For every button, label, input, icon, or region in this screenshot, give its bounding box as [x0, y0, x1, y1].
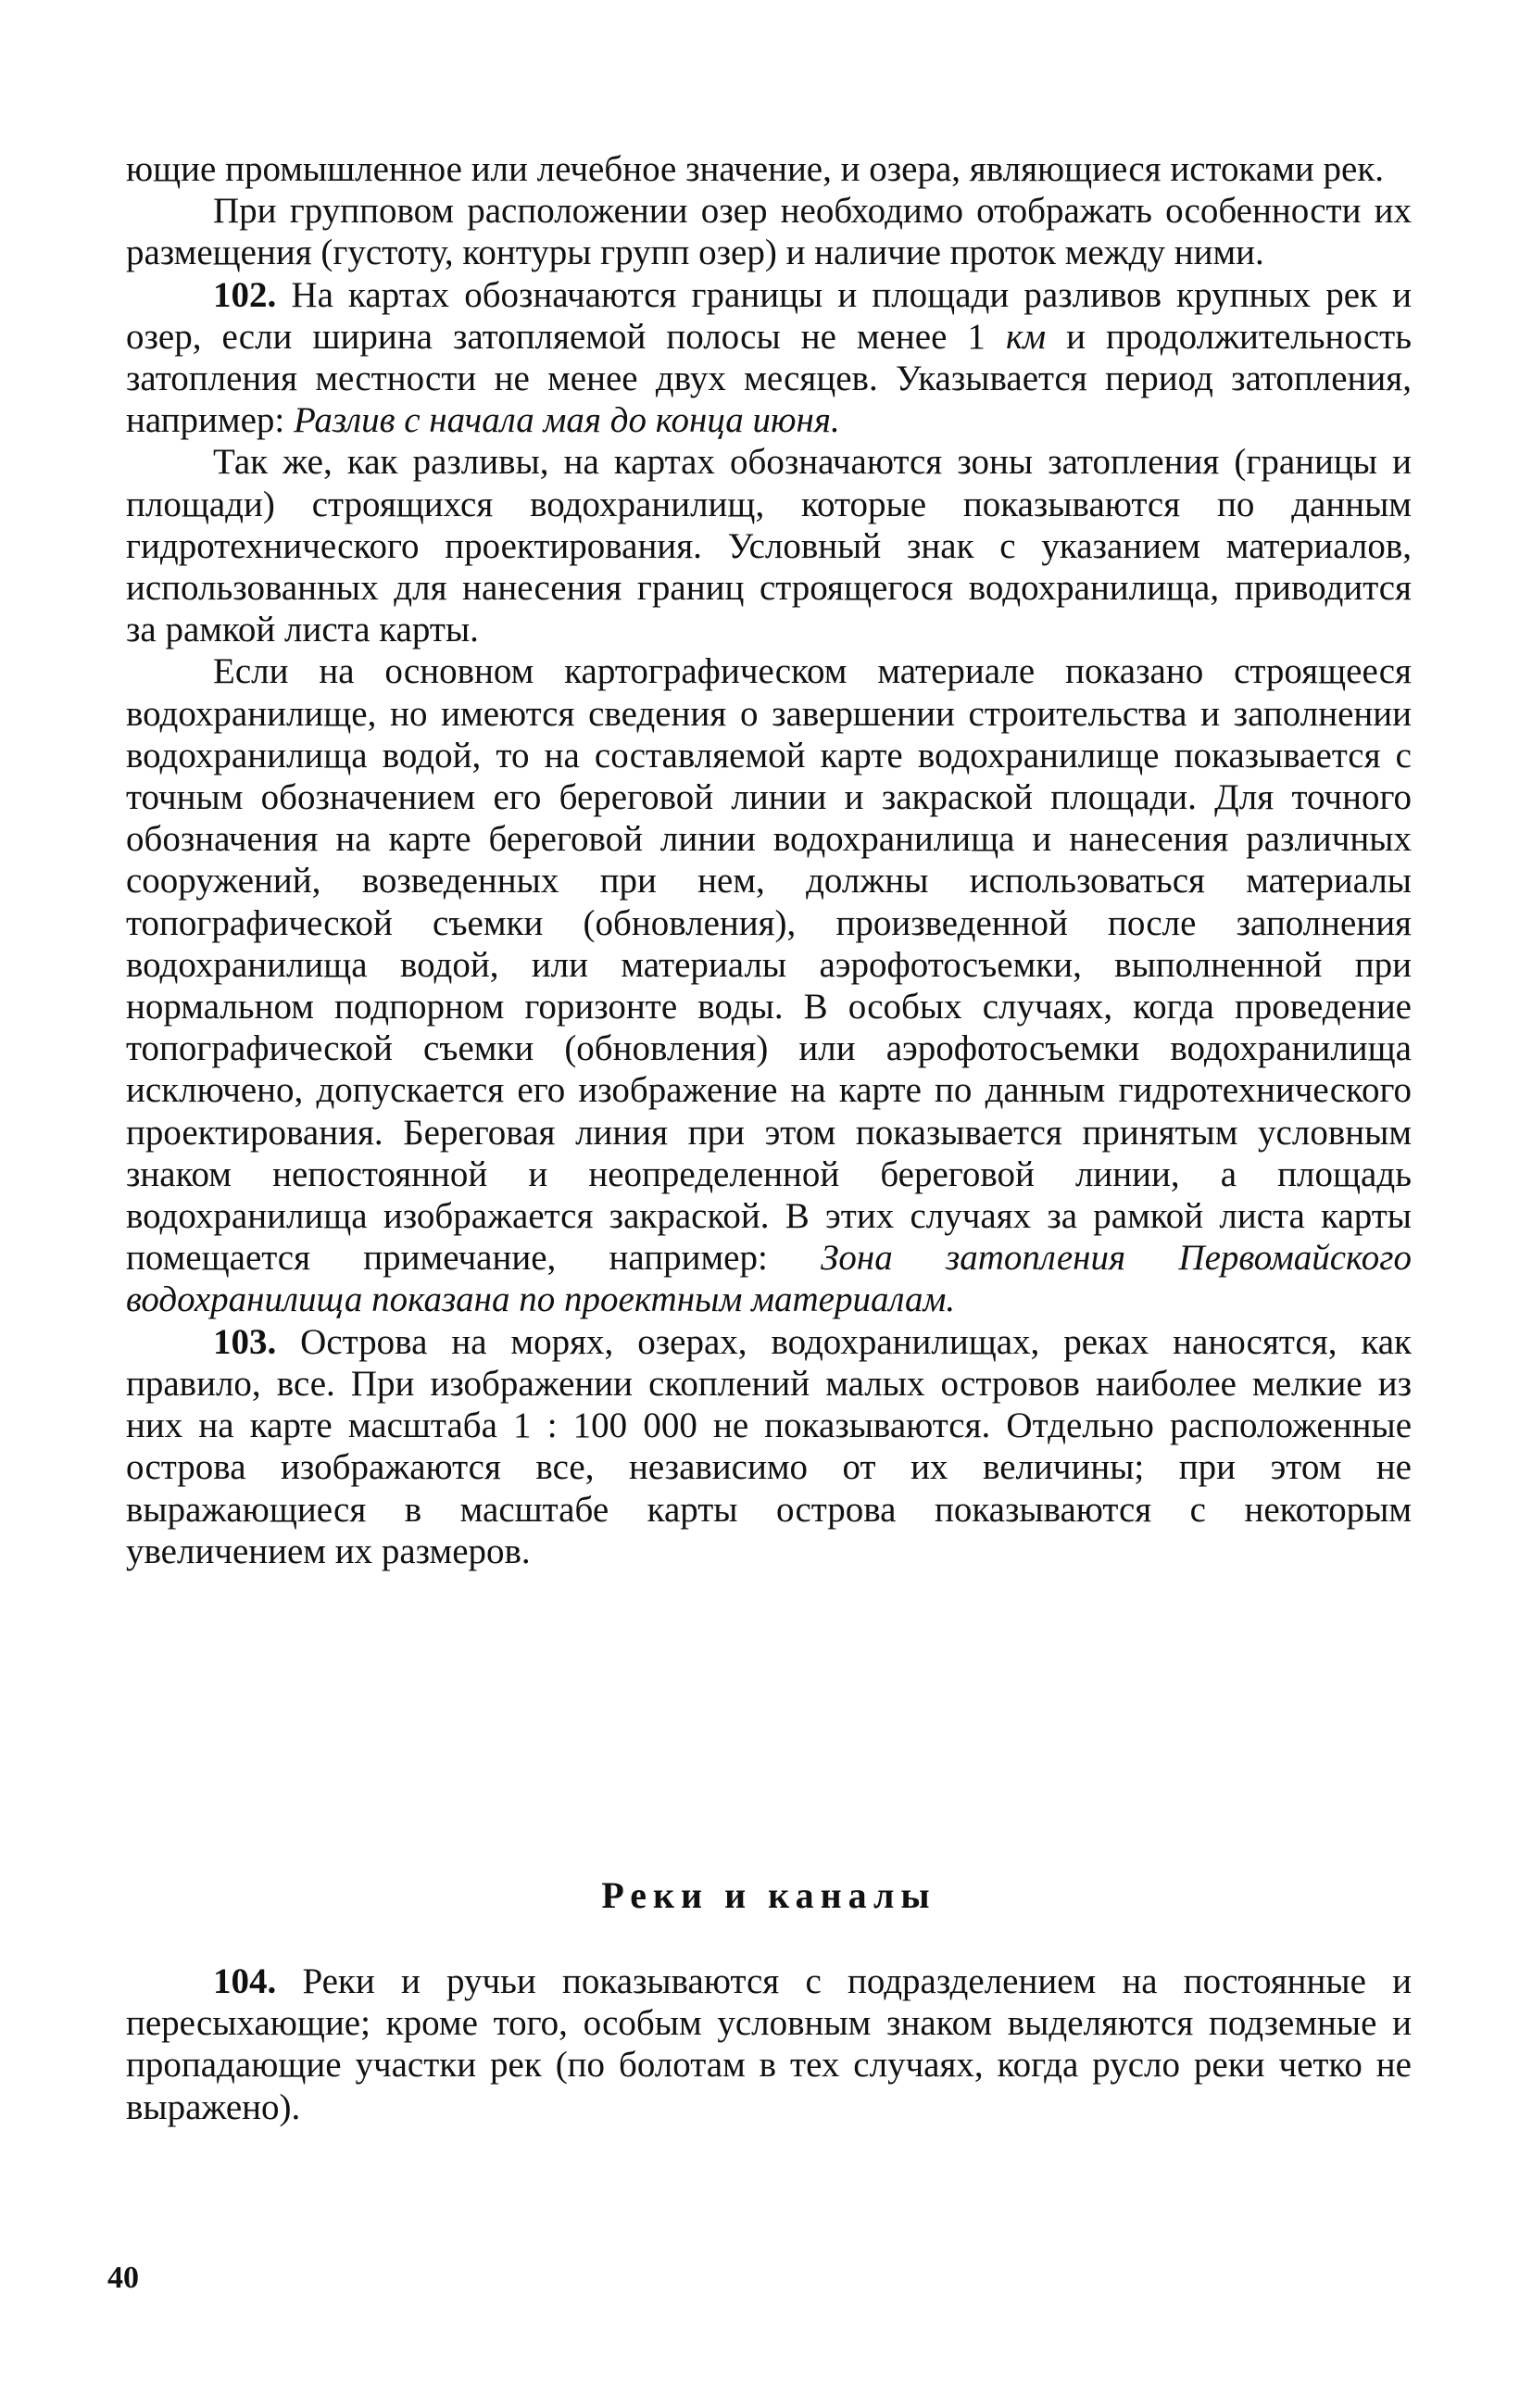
paragraph-flood-zones	[126, 441, 1412, 650]
paragraph-4-text: Так же, как разливы, на картах обозначаются зоны затопления (границы и площади) строящихся водохранилищ, которые показываются по данным гидротехнического проектирования. Условный знак с указанием материалов, использованных для нанесения границ строящегося водохранилища, приводится за рамкой листа карты.	[126, 442, 1412, 650]
rivers-text-block	[126, 1960, 1412, 2128]
paragraph-103	[126, 1321, 1412, 1572]
main-text-block	[126, 148, 1412, 1572]
paragraph-lake-groups	[126, 190, 1412, 273]
page-number: 40	[107, 2261, 139, 2295]
unit-km: км	[1005, 316, 1047, 357]
paragraph-102	[126, 274, 1412, 442]
paragraph-5-text: Если на основном картографическом материале показано строящееся водохранилище, но имеются сведения о завершении строительства и заполнении водохранилища водой, то на составляемой карте водохранилище показывается с точным обозначением его береговой линии и закраской площади. Для точного обозначения на карте береговой линии водохранилища и нанесения различных сооружений, возведенных при нем, должны использоваться материалы топографической съемки (обновления), произведенной после заполнения водохранилища водой, или материалы аэрофотосъемки, выполненной при нормальном подпорном горизонте воды. В особых случаях, когда проведение топографической съемки (обновления) или аэрофотосъемки водохранилища исключено, допускается его изображение на карте по данным гидротехнического проектирования. Береговая линия при этом показывается принятым условным знаком непостоянной и неопределенной береговой линии, а площадь водохранилища изображается закраской. В этих случаях за рамкой листа карты помещается примечание, например:	[126, 651, 1412, 1279]
paragraph-1-text: ющие промышленное или лечебное значение, и озера, являющиеся истоками рек.	[126, 149, 1385, 189]
section-number-103: 103.	[213, 1321, 277, 1362]
paragraph-reservoir	[126, 650, 1412, 1320]
paragraph-6-text: Острова на морях, озерах, водохранилищах, реках наносятся, как правило, все. При изображении скоплений малых островов наиболее мелкие из них на карте масштаба 1 : 100 000 не показываются. Отдельно расположенные острова изображаются все, независимо от их величины; при этом не выражающиеся в масштабе карты острова показываются с некоторым увеличением их размеров.	[126, 1321, 1412, 1571]
paragraph-2-text: При групповом расположении озер необходимо отображать особенности их размещения (густоту, контуры групп озер) и наличие проток между ними.	[126, 191, 1412, 273]
paragraph-3-text: На картах обозначаются границы и площади разливов крупных рек и озер, если ширина затопляемой полосы не менее 1	[126, 274, 1412, 357]
paragraph-104	[126, 1960, 1412, 2128]
paragraph-3-text-2: и продолжительность затопления местности не менее двух месяцев. Указывается период затопления, например:	[126, 316, 1412, 441]
flood-example: Разлив с начала мая до конца июня.	[293, 400, 840, 441]
section-number-102: 102.	[213, 274, 277, 315]
paragraph-7-text: Реки и ручьи показываются с подразделением на постоянные и пересыхающие; кроме того, особым условным знаком выделяются подземные и пропадающие участки рек (по болотам в тех случаях, когда русло реки четко не выражено).	[126, 1961, 1412, 2127]
paragraph-continuation	[126, 148, 1412, 190]
reservoir-example: Зона затопления Первомайского водохранилища показана по проектным материалам.	[126, 1238, 1412, 1320]
section-number-104: 104.	[213, 1961, 277, 2001]
section-heading-rivers: Реки и каналы	[601, 1874, 936, 1916]
